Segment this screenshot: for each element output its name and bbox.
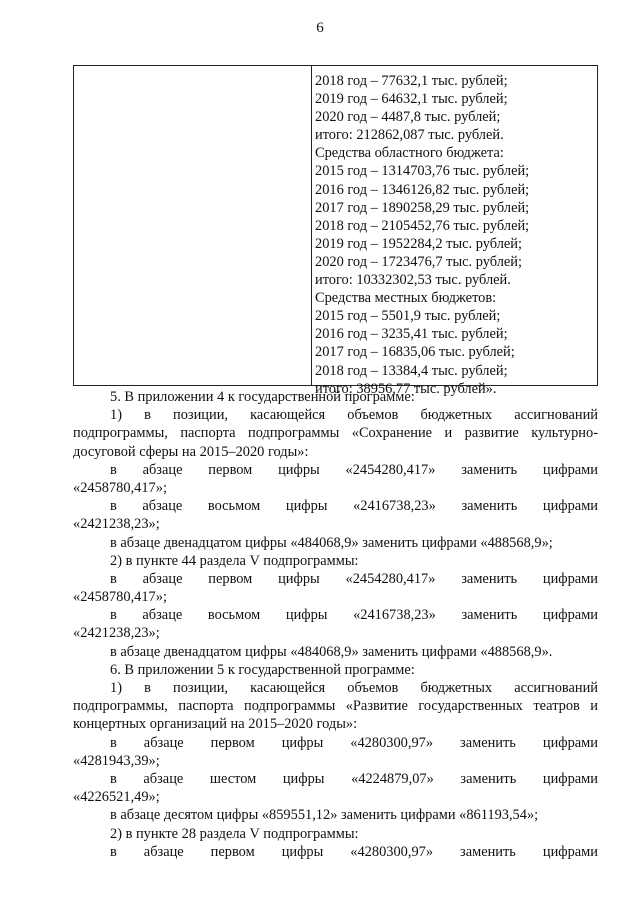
table-cell-line: 2019 год – 64632,1 тыс. рублей; [315,91,508,108]
body-text-line: в абзаце восьмом цифры «2416738,23» заменить цифрами [110,607,598,624]
table-cell-line: 2017 год – 1890258,29 тыс. рублей; [315,199,530,216]
body-text-line: в абзаце первом цифры «2454280,417» заменить цифрами [110,461,598,478]
body-text-line: в абзаце двенадцатом цифры «484068,9» заменить цифрами «488568,9»; [110,534,553,551]
table-cell-line: 2015 год – 5501,9 тыс. рублей; [315,308,501,325]
table-cell-line: 2020 год – 4487,8 тыс. рублей; [315,109,501,126]
body-text-line: досуговой сферы на 2015–2020 годы»: [73,443,309,460]
body-text-line: «4226521,49»; [73,789,160,806]
body-text-line: 5. В приложении 4 к государственной программе: [110,389,415,405]
body-text-line: 6. В приложении 5 к государственной программе: [110,661,415,678]
table-cell-line: 2017 год – 16835,06 тыс. рублей; [315,344,515,361]
table-cell-line: Средства областного бюджета: [315,145,504,162]
body-text-line: «2421238,23»; [73,516,160,533]
table-funding-cell [315,72,593,398]
table-cell-line: итого: 212862,087 тыс. рублей. [315,127,504,144]
body-text-line: в абзаце первом цифры «4280300,97» заменить цифрами [110,734,598,751]
page-number: 6 [316,20,324,36]
body-text-line: 2) в пункте 44 раздела V подпрограммы: [110,552,359,569]
body-text-line: 1) в позиции, касающейся объемов бюджетных ассигнований [110,680,598,696]
table-cell-line: 2020 год – 1723476,7 тыс. рублей; [315,253,522,270]
body-text-line: в абзаце шестом цифры «4224879,07» заменить цифрами [110,770,598,787]
body-text-line: «2458780,417»; [73,589,167,606]
table-cell-line: итого: 10332302,53 тыс. рублей. [315,272,511,289]
table-cell-line: 2018 год – 2105452,76 тыс. рублей; [315,217,530,234]
table-cell-line: 2018 год – 13384,4 тыс. рублей; [315,362,508,379]
table-cell-line: 2018 год – 77632,1 тыс. рублей; [315,73,508,89]
body-text-line: подпрограммы, паспорта подпрограммы «Сохранение и развитие культурно- [73,425,598,442]
body-text-line: подпрограммы, паспорта подпрограммы «Развитие государственных театров и [73,698,598,715]
table-cell-line: 2019 год – 1952284,2 тыс. рублей; [315,235,522,252]
body-text-line: в абзаце восьмом цифры «2416738,23» заменить цифрами [110,498,598,515]
body-text-line: в абзаце двенадцатом цифры «484068,9» заменить цифрами «488568,9». [110,643,553,660]
body-text-line: 2) в пункте 28 раздела V подпрограммы: [110,825,359,842]
table-cell-line: итого: 38956,77 тыс. рублей». [315,380,497,397]
table-cell-line: Средства местных бюджетов: [315,290,497,307]
body-text-line: в абзаце первом цифры «4280300,97» заменить цифрами [110,843,598,860]
body-text-line: «4281943,39»; [73,752,160,769]
document-body [73,388,598,861]
body-text-line: «2458780,417»; [73,479,167,496]
body-text-line: в абзаце десятом цифры «859551,12» заменить цифрами «861193,54»; [110,807,539,824]
table-cell-line: 2015 год – 1314703,76 тыс. рублей; [315,163,530,180]
body-text-line: «2421238,23»; [73,625,160,642]
table-cell-line: 2016 год – 1346126,82 тыс. рублей; [315,181,530,198]
table-cell-line: 2016 год – 3235,41 тыс. рублей; [315,326,508,343]
body-text-line: 1) в позиции, касающейся объемов бюджетных ассигнований [110,407,598,424]
body-text-line: в абзаце первом цифры «2454280,417» заменить цифрами [110,570,598,587]
table-column-divider [311,66,312,385]
body-text-line: концертных организаций на 2015–2020 годы»: [73,716,358,733]
